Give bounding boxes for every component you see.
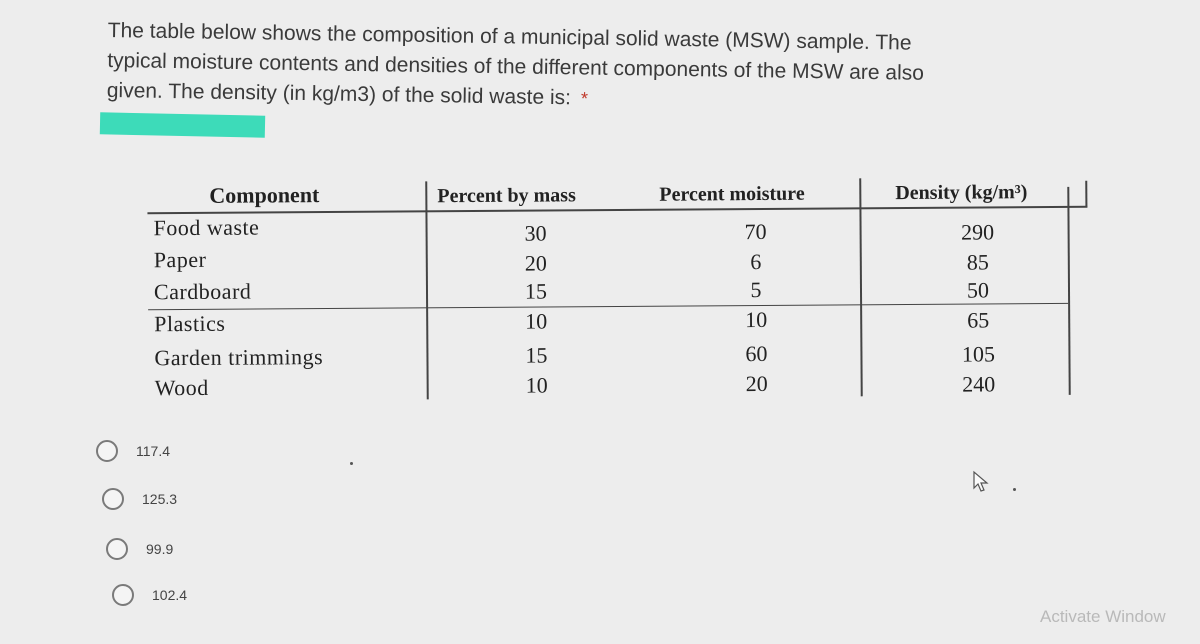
- cell-component: Garden trimmings: [154, 344, 324, 371]
- required-marker: *: [580, 88, 589, 109]
- highlight-mark: [100, 112, 265, 137]
- cell-moisture: 10: [745, 306, 768, 333]
- cell-component: Plastics: [154, 310, 226, 337]
- cell-component: Food waste: [153, 214, 260, 241]
- composition-table: [147, 173, 1091, 410]
- column-divider-1: [425, 181, 429, 399]
- speck: [350, 462, 353, 465]
- radio-button[interactable]: [112, 584, 134, 606]
- speck: [1013, 488, 1016, 491]
- cell-density: 65: [967, 307, 990, 333]
- cell-density: 50: [966, 277, 990, 303]
- option-125-3[interactable]: [102, 488, 177, 510]
- option-102-4[interactable]: [112, 584, 187, 606]
- cell-mass: 30: [524, 220, 547, 246]
- cell-component: Wood: [154, 374, 209, 401]
- question-line-3-text: given. The density (in kg/m3) of the solid waste is:: [106, 78, 572, 110]
- cell-mass: 20: [524, 250, 547, 276]
- header-percent-moisture: Percent moisture: [659, 182, 805, 206]
- option-label: 117.4: [136, 443, 170, 459]
- question-text: [107, 16, 1068, 121]
- cell-component: Cardboard: [153, 278, 252, 305]
- cell-density: 240: [962, 371, 996, 397]
- radio-button[interactable]: [106, 538, 128, 560]
- mouse-cursor-icon: [972, 470, 992, 494]
- header-component: Component: [209, 182, 320, 208]
- cell-density: 290: [961, 219, 995, 245]
- option-label: 125.3: [142, 491, 178, 507]
- radio-button[interactable]: [102, 488, 124, 510]
- cell-component: Paper: [153, 246, 207, 273]
- header-percent-by-mass: Percent by mass: [437, 184, 576, 208]
- option-99-9[interactable]: [106, 538, 173, 560]
- option-label: 99.9: [146, 541, 174, 557]
- cell-moisture: 20: [745, 370, 768, 397]
- cell-mass: 10: [525, 308, 548, 334]
- cell-density: 105: [961, 341, 996, 367]
- cell-moisture: 6: [750, 249, 762, 275]
- cell-mass: 15: [524, 278, 548, 304]
- option-label: 102.4: [152, 587, 188, 603]
- column-divider-4: [1085, 181, 1087, 207]
- option-117-4[interactable]: [96, 440, 170, 462]
- header-density: Density (kg/m³): [895, 181, 1028, 205]
- cell-mass: 15: [525, 342, 548, 368]
- cell-moisture: 60: [745, 340, 768, 367]
- cell-mass: 10: [525, 372, 548, 398]
- radio-button[interactable]: [96, 440, 118, 462]
- cell-density: 85: [966, 249, 989, 275]
- column-divider-2: [859, 178, 863, 396]
- question-line-1: The table below shows the composition of a municipal solid waste (MSW) sample. The: [107, 18, 912, 55]
- cell-moisture: 70: [744, 218, 767, 245]
- question-line-2: typical moisture contents and densities of the different components of the MSW are also: [107, 48, 925, 85]
- column-divider-3: [1067, 187, 1070, 395]
- row-rule: [148, 303, 1068, 310]
- activate-windows-watermark: Activate Window: [1040, 607, 1166, 626]
- cell-moisture: 5: [750, 277, 762, 303]
